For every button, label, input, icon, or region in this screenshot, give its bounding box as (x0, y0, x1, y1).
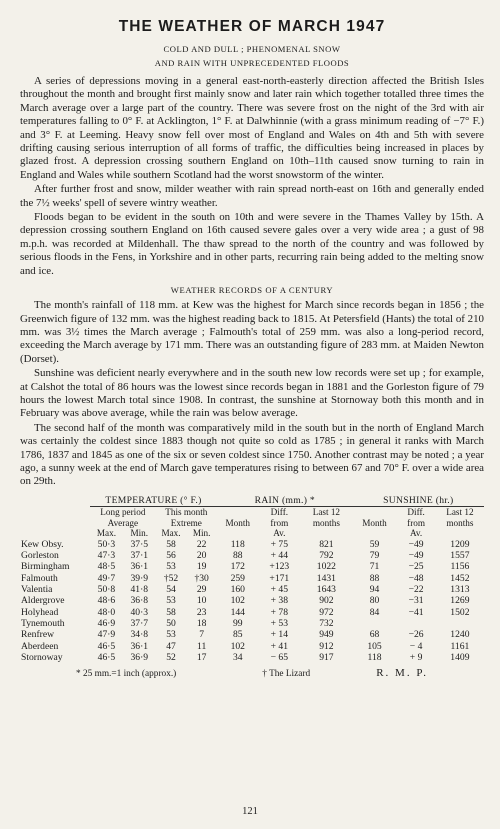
table-cell: 46·9 (97, 617, 116, 629)
months-header: months (312, 517, 340, 528)
page-number: 121 (242, 806, 258, 817)
table-row (20, 607, 484, 618)
table-cell: + 78 (270, 606, 289, 618)
table-row (20, 561, 484, 572)
station-name: Stornoway (21, 651, 63, 663)
paragraph: After further frost and snow, milder weather with rain spread north-east on 16th and generally ended the 7½ weeks' spell of severe wintry weather. (20, 183, 484, 209)
table-cell: −41 (408, 606, 424, 618)
ext-max-header: Max. (161, 528, 181, 539)
table-cell: 37·1 (130, 550, 149, 562)
table-cell: 22 (196, 538, 207, 550)
paragraph: A series of depressions moving in a general east-north-easterly direction affected the British Isles throughout the month and brought first mainly snow and later rain which together totalled three times the March average over a large part of the country. There was severe frost on the night of the 3rd with air temperatures falling to 0° F. at Acklington, 1° F. at Dalwhinnie (with a grass minimum reading of −7° F.) and 3° F. at Leeming. Heavy snow fell over most of England and Wales on 4th and 5th with severe drifting causing serious interruption of all forms of traffic, the difficulties being increased in places by glazed frost. A depression crossing southern England on 10th–11th caused snow turning to rain in England and Wales while southern Scotland had the worst snowstorm of the winter. (20, 75, 484, 181)
table-cell: + 53 (270, 617, 289, 629)
table-row (20, 629, 484, 640)
table-cell: + 38 (270, 595, 289, 607)
table-row (20, 641, 484, 652)
table-cell: 85 (232, 629, 243, 641)
table-cell: 732 (319, 617, 334, 629)
extreme-header: Extreme (170, 517, 202, 528)
subtitle-line-1: COLD AND DULL ; PHENOMENAL SNOW (163, 44, 341, 54)
table-cell: 1431 (316, 572, 336, 584)
table-cell: 1643 (316, 584, 336, 596)
table-cell: 36·1 (130, 640, 149, 652)
table-cell: 53 (166, 629, 176, 641)
table-cell: 58 (166, 538, 176, 550)
this-month-header: This month (165, 507, 208, 518)
table-cell: 821 (319, 538, 334, 550)
table-cell: 118 (230, 538, 245, 550)
table-cell: 102 (230, 595, 245, 607)
table-cell: 259 (230, 572, 245, 584)
table-cell: 912 (319, 640, 334, 652)
table-cell: −49 (408, 538, 424, 550)
table-cell: + 14 (270, 629, 289, 641)
table-cell: 1209 (450, 538, 470, 550)
table-cell: 792 (319, 550, 334, 562)
rain-month-header: Month (225, 517, 251, 528)
table-cell: 10 (196, 595, 207, 607)
footnotes (20, 667, 484, 679)
avg-max-header: Max. (96, 528, 117, 539)
table-cell (436, 618, 484, 629)
rain-group-header: RAIN (mm.) * (254, 494, 315, 506)
table-cell: 949 (319, 629, 334, 641)
table-cell: 1409 (450, 651, 470, 663)
paragraph: The second half of the month was comparatively mild in the south but in the north of England March was certainly the coldest since 1883 though not quite so cold as 1785 ; in general it ranks with March 1786, 1837 and 1845 as one of the six or seven coldest since 1750. Another contrast may be noted ; a year ago, a sunny week at the end of March gave temperatures rising to between 67 and 70° F. over a wide area on 29th. (20, 421, 484, 488)
sun-from-header: from (407, 517, 426, 528)
station-name: Kew Obsy. (21, 538, 64, 550)
table-cell: 19 (196, 561, 207, 573)
table-cell: †52 (163, 572, 179, 584)
table-cell: 34 (232, 651, 243, 663)
sun-month-header: Month (362, 517, 387, 528)
table-cell: 36·9 (130, 651, 149, 663)
table-cell: 36·8 (130, 595, 149, 607)
table-cell: −22 (408, 584, 424, 596)
table-cell: 48·5 (97, 561, 116, 573)
table-cell: 160 (230, 584, 245, 596)
table-cell: 36·1 (130, 561, 149, 573)
table-cell: 23 (196, 606, 207, 618)
table-cell: 20 (196, 550, 207, 562)
table-cell: + 9 (409, 651, 423, 663)
table-row (20, 573, 484, 584)
table-cell: + 44 (270, 550, 289, 562)
station-name: Falmouth (21, 572, 58, 584)
from-header: from (270, 517, 289, 528)
table-body (20, 539, 484, 663)
station-name: Birmingham (21, 561, 70, 573)
sun-months-header: months (446, 517, 474, 528)
table-cell: 84 (369, 606, 380, 618)
table-cell: 172 (230, 561, 245, 573)
ext-min-header: Min. (192, 528, 211, 539)
table-cell: 80 (369, 595, 380, 607)
table-cell: 37·5 (130, 538, 149, 550)
table-cell: 53 (166, 561, 176, 573)
table-cell: +123 (269, 561, 290, 573)
table-cell: 48·6 (97, 595, 116, 607)
table-cell: 1269 (450, 595, 470, 607)
table-cell: 18 (196, 617, 207, 629)
table-cell: 40·3 (130, 606, 149, 618)
table-cell: −31 (408, 595, 424, 607)
weather-table (20, 495, 484, 663)
table-cell: 917 (319, 651, 334, 663)
last12-header: Last 12 (312, 507, 341, 518)
table-cell: 41·8 (130, 584, 149, 596)
table-cell: 1240 (450, 629, 470, 641)
records-body (20, 299, 484, 489)
table-cell: 972 (319, 606, 334, 618)
table-cell: 50·8 (97, 584, 116, 596)
table-cell: −26 (408, 629, 424, 641)
station-name: Aldergrove (21, 595, 65, 607)
table-cell: 68 (369, 629, 380, 641)
avg-min-header: Min. (130, 528, 149, 539)
table-row (20, 652, 484, 663)
station-name: Aberdeen (21, 640, 59, 652)
paragraph: Sunshine was deficient nearly everywhere and in the south new low records were set up ; for example, at Calshot the total of 86 hours was the lowest since records began in 1881 and the Gorleston figure of 79 hours the lowest March total since 1908. In contrast, the sunshine at Stornoway both this month and in February was above average, while the rain was below average. (20, 367, 484, 420)
table-cell: −25 (408, 561, 424, 573)
table-row (20, 618, 484, 629)
table-cell: 1313 (450, 584, 470, 596)
footnote-lizard: † The Lizard (262, 669, 311, 680)
table-cell: 46·5 (97, 640, 116, 652)
footnote-rain: * 25 mm.=1 inch (approx.) (76, 669, 177, 680)
table-cell: 1502 (450, 606, 470, 618)
table-cell: 105 (367, 640, 382, 652)
table-cell: 50·3 (97, 538, 116, 550)
table-cell: 17 (196, 651, 207, 663)
table-cell: +171 (269, 572, 290, 584)
sunshine-group-header: SUNSHINE (hr.) (383, 494, 454, 506)
subtitle-line-2: AND RAIN WITH UNPRECEDENTED FLOODS (154, 58, 350, 68)
table-cell: 99 (232, 617, 243, 629)
table-cell: 47·3 (97, 550, 116, 562)
table-cell: + 75 (270, 538, 289, 550)
station-name: Holyhead (21, 606, 59, 618)
table-cell: 102 (230, 640, 245, 652)
table-cell: 46·5 (97, 651, 116, 663)
table-cell: 50 (166, 617, 176, 629)
table-cell: 47 (166, 640, 176, 652)
table-cell: 34·8 (130, 629, 149, 641)
table-cell (396, 618, 435, 629)
table-row (20, 550, 484, 561)
article-title: THE WEATHER OF MARCH 1947 (118, 18, 386, 35)
table-cell: 1156 (450, 561, 470, 573)
table-cell: 58 (166, 606, 176, 618)
table-cell: 94 (369, 584, 380, 596)
table-cell: 29 (196, 584, 207, 596)
table-cell: 48·0 (97, 606, 116, 618)
sun-av-header: Av. (409, 528, 423, 539)
temperature-group-header: TEMPERATURE (° F.) (105, 494, 202, 506)
table-cell: 54 (166, 584, 176, 596)
paragraph: The month's rainfall of 118 mm. at Kew was the highest for March since records began in 1856 ; the Greenwich figure of 132 mm. was the highest reading back to 1815. At Petersfield (Hants) the total of 210 mm. was 3½ times the March average ; Falmouth's total of 259 mm. was also a long-period record, exceeding the March average by 171 mm. There was an outstanding figure of 283 mm. at Maiden Newton (Dorset). (20, 299, 484, 365)
article-body (20, 75, 484, 278)
paragraph: Floods began to be evident in the south on 10th and were severe in the Thames Valley by 15th. A depression crossing southern England on 16th caused severe gales over a very wide area ; a gust of 98 m.p.h. was recorded at Mildenhall. The thaw spread to the north of the country and was followed by serious floods in the Fens, in Yorkshire and in other parts, recurring rain being added to the melting snow and ice. (20, 211, 484, 277)
table-cell: 53 (166, 595, 176, 607)
table-cell: + 41 (270, 640, 289, 652)
table-cell: 79 (369, 550, 380, 562)
section-heading: WEATHER RECORDS OF A CENTURY (170, 285, 334, 296)
station-name: Gorleston (21, 550, 59, 562)
table-cell: 118 (367, 651, 382, 663)
table-cell: 59 (369, 538, 380, 550)
table-cell: −49 (408, 550, 424, 562)
station-name: Valentia (21, 584, 53, 596)
table-cell: 49·7 (97, 572, 116, 584)
table-cell: 7 (199, 629, 205, 641)
diff-header: Diff. (270, 507, 289, 518)
table-cell: 1022 (316, 561, 336, 573)
table-cell: − 4 (409, 640, 423, 652)
table-cell: 47·9 (97, 629, 116, 641)
station-name: Renfrew (21, 629, 55, 641)
table-cell: 11 (197, 640, 207, 652)
table-cell: †30 (194, 572, 209, 584)
station-name: Tynemouth (21, 617, 65, 629)
table-cell (353, 618, 397, 629)
table-cell: 1452 (450, 572, 470, 584)
sun-last12-header: Last 12 (446, 507, 474, 518)
table-cell: 88 (369, 572, 380, 584)
table-cell: 37·7 (130, 617, 149, 629)
table-row (20, 539, 484, 550)
table-cell: 902 (319, 595, 334, 607)
table-row (20, 595, 484, 606)
table-row (20, 584, 484, 595)
table-cell: 1557 (450, 550, 470, 562)
table-cell: 88 (232, 550, 243, 562)
av-header: Av. (273, 528, 286, 539)
average-header: Average (107, 517, 139, 528)
table-cell: − 65 (270, 651, 289, 663)
table-cell: + 45 (270, 584, 289, 596)
sun-diff-header: Diff. (407, 507, 425, 518)
author-initials: R. M. P. (376, 667, 428, 680)
table-cell: 1161 (450, 640, 470, 652)
table-cell: 39·9 (130, 572, 149, 584)
table-cell: 144 (230, 606, 245, 618)
table-cell: 71 (369, 561, 380, 573)
table-cell: −48 (408, 572, 424, 584)
table-cell: 56 (166, 550, 176, 562)
table-cell: 52 (166, 651, 176, 663)
long-period-header: Long period (100, 507, 146, 518)
